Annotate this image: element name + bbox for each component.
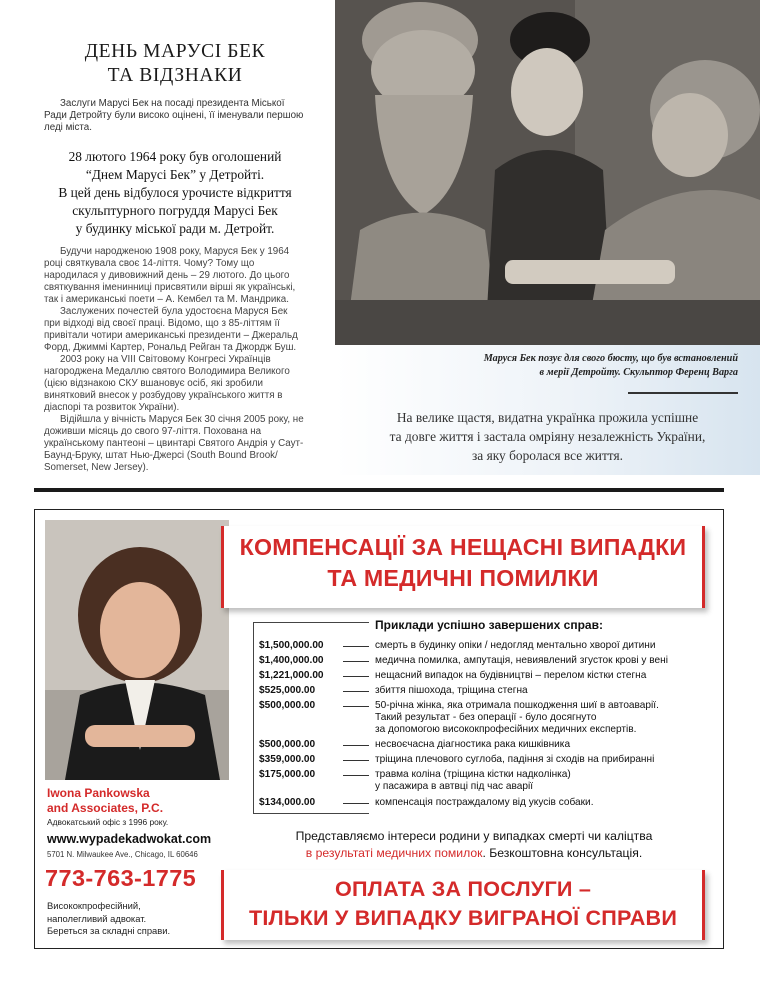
pitch-line: наполегливий адвокат.: [47, 912, 147, 924]
caption-line: Маруся Бек позує для свого бюсту, що був встановлений: [483, 353, 738, 364]
article-body: [44, 246, 306, 474]
case-description-line: травма коліна (тріщина кістки надколінка): [375, 769, 571, 780]
case-amount: $134,000.00: [259, 797, 316, 808]
pull-quote: [335, 408, 760, 465]
article-highlight: [28, 148, 322, 238]
case-leader-line: [343, 803, 369, 804]
firm-name-line: and Associates, P.C.: [47, 801, 164, 815]
photo-caption: [378, 352, 738, 380]
section-divider: [34, 488, 724, 492]
case-description: медична помилка, ампутація, невиявлений згусток крові у вені: [375, 655, 668, 666]
highlight-line: В цей день відбулося урочисте відкриття: [58, 185, 292, 200]
case-leader-line: [343, 661, 369, 662]
case-description: [375, 769, 715, 793]
payment-line: ТІЛЬКИ У ВИПАДКУ ВИГРАНОЇ СПРАВИ: [248, 905, 678, 930]
highlight-line: 28 лютого 1964 року був оголошений: [68, 149, 282, 164]
article-title-line-1: ДЕНЬ МАРУСІ БЕК: [84, 41, 266, 62]
case-amount: $500,000.00: [259, 739, 316, 750]
case-description-line: за допомогою висококпрофесійних медичних експертів.: [375, 724, 637, 735]
firm-pitch: [47, 900, 170, 938]
headline-banner: [221, 526, 705, 608]
case-leader-line: [343, 745, 369, 746]
representation-rest: . Безкоштовна консультація.: [482, 846, 643, 860]
quote-line: На велике щастя, видатна українка прожила успішне: [396, 410, 699, 425]
representation-line: Представляємо інтереси родини у випадках смерті чи каліцтва: [295, 829, 653, 843]
representation-highlight: в результаті медичних помилок: [305, 846, 483, 860]
payment-line: ОПЛАТА ЗА ПОСЛУГИ –: [334, 876, 592, 901]
lawyer-portrait-illustration: [45, 520, 229, 780]
highlight-line: у будинку міської ради м. Детройт.: [75, 221, 275, 236]
article-paragraph: 2003 року на VIII Світовому Конгресі Українців нагороджена Медаллю святого Володимира Великого (цією відзнакою СКУ вшановує осіб, які зробили винятковий внесок у розбудову українського життя в діаспорі та розвиток України).: [44, 354, 290, 413]
cases-title: Приклади успішно завершених справ:: [375, 618, 603, 632]
headline-line: КОМПЕНСАЦІЇ ЗА НЕЩАСНІ ВИПАДКИ: [239, 534, 687, 560]
case-leader-line: [343, 691, 369, 692]
firm-name-line: Iwona Pankowska: [47, 786, 150, 800]
article-title: [44, 40, 306, 88]
case-amount: $359,000.00: [259, 754, 316, 765]
bust-photo: [335, 0, 760, 345]
case-leader-line: [343, 646, 369, 647]
firm-address: 5701 N. Milwaukee Ave., Chicago, IL 60646: [47, 850, 198, 859]
quote-line: та довге життя і застала омріяну незалежність України,: [389, 429, 706, 444]
case-description: [375, 700, 715, 736]
caption-divider: [628, 392, 738, 394]
article-paragraph: Будучи народженою 1908 року, Маруся Бек у 1964 році святкувала своє 14-ліття. Чому? Тому що народилася у дивовижний день – 29 лютого. До цього святкування іменинниці присвятили вірші як українські, так і американські поети – А. Кембел та М. Мандрика.: [44, 246, 296, 305]
case-description-line: Такий результат - без операції - було досягнуто: [375, 712, 597, 723]
case-description: смерть в будинку опіки / недогляд ментально хворої дитини: [375, 640, 656, 651]
case-description: нещасний випадок на будівництві – перелом кістки стегна: [375, 670, 647, 681]
case-description: компенсація постраждалому від укусів собаки.: [375, 797, 594, 808]
case-amount: $1,400,000.00: [259, 655, 324, 666]
representation-note: [235, 828, 713, 862]
article-title-line-2: ТА ВІДЗНАКИ: [107, 65, 243, 86]
case-description-line: 50-річна жінка, яка отримала пошкодження шиї в автоаварії.: [375, 700, 659, 711]
firm-name: [47, 786, 163, 816]
article-intro: Заслуги Марусі Бек на посаді президента Міської Ради Детройту були високо оцінені, її іменували першою леді міста.: [44, 98, 304, 133]
case-amount: $1,221,000.00: [259, 670, 324, 681]
quote-line: за яку боролася все життя.: [472, 448, 623, 463]
case-amount: $1,500,000.00: [259, 640, 324, 651]
case-amount: $500,000.00: [259, 700, 316, 711]
caption-area: [335, 345, 760, 475]
representation-line: [235, 845, 713, 862]
case-amount: $525,000.00: [259, 685, 316, 696]
firm-website-link[interactable]: www.wypadekadwokat.com: [47, 832, 212, 846]
case-leader-line: [343, 760, 369, 761]
lawyer-advertisement: [34, 509, 724, 949]
bust-photo-illustration: [335, 0, 760, 345]
case-description-line: у пасажира в автвці під час аварії: [375, 781, 534, 792]
case-description: збиття пішохода, тріщина стегна: [375, 685, 528, 696]
caption-line: в мерії Детройту. Скульптор Ференц Варга: [539, 367, 738, 378]
firm-since: Адвокатський офіс з 1996 року.: [47, 817, 169, 827]
payment-banner: [221, 870, 705, 940]
firm-phone[interactable]: 773-763-1775: [45, 865, 197, 891]
headline-line: ТА МЕДИЧНІ ПОМИЛКИ: [327, 565, 599, 591]
pitch-line: Береться за складні справи.: [47, 925, 171, 936]
pitch-line: Висококпрофесійний,: [47, 900, 141, 911]
case-description: несвоєчасна діагностика рака кишківника: [375, 739, 571, 750]
article-paragraph: Заслужених почестей була удостоєна Маруся Бек при відході від своєї праці. Відомо, що з 85-літтям її привітали чотири американські президенти – Джеральд Форд, Джиммі Картер, Рональд Рейган та Джордж Буш.: [44, 306, 298, 353]
article-paragraph: Відійшла у вічність Маруся Бек 30 січня 2005 року, не доживши місяць до свого 97-ліття. Похована на українському пантеоні – цвинтарі Святого Андрія у Саут-Баунд-Бруку, штат Нью-Джерсі (South Bound Brook/ Somerset, New Jersey).: [44, 414, 304, 473]
case-amount: $175,000.00: [259, 769, 316, 780]
case-leader-line: [343, 775, 369, 776]
highlight-line: “Днем Марусі Бек” у Детройті.: [85, 167, 265, 182]
case-leader-line: [343, 706, 369, 707]
case-leader-line: [343, 676, 369, 677]
highlight-line: скульптурного погруддя Марусі Бек: [72, 203, 278, 218]
article-column: [44, 40, 306, 474]
lawyer-portrait: [45, 520, 229, 780]
case-description: тріщина плечового суглоба, падіння зі сходів на прибиранні: [375, 754, 655, 765]
